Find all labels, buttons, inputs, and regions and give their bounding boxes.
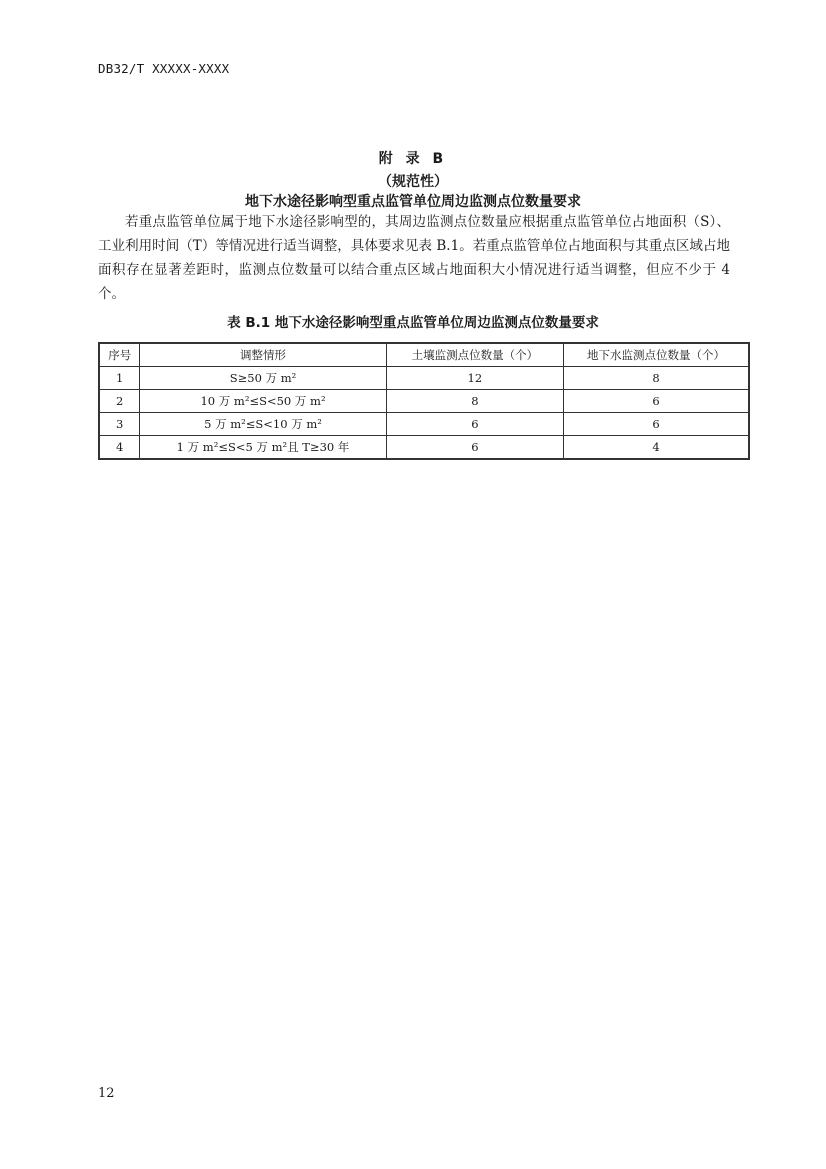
table-caption: 表 B.1 地下水途径影响型重点监管单位周边监测点位数量要求 — [227, 315, 599, 331]
header-index: 序号 — [99, 343, 140, 367]
cell-soil-points: 6 — [386, 436, 563, 460]
cell-condition: S≥50 万 m² — [140, 367, 386, 390]
cell-groundwater-points: 4 — [564, 436, 749, 460]
cell-condition: 10 万 m²≤S<50 万 m² — [140, 390, 386, 413]
page-number: 12 — [98, 1086, 115, 1101]
cell-index: 3 — [99, 413, 140, 436]
header-soil-points: 土壤监测点位数量（个） — [386, 343, 563, 367]
table-row — [99, 436, 749, 460]
cell-soil-points: 8 — [386, 390, 563, 413]
cell-condition: 1 万 m²≤S<5 万 m²且 T≥30 年 — [140, 436, 386, 460]
cell-groundwater-points: 6 — [564, 390, 749, 413]
appendix-subject: 地下水途径影响型重点监管单位周边监测点位数量要求 — [245, 194, 581, 210]
appendix-title: 附 录 B — [378, 151, 448, 167]
header-groundwater-points: 地下水监测点位数量（个） — [564, 343, 749, 367]
cell-condition: 5 万 m²≤S<10 万 m² — [140, 413, 386, 436]
table-row — [99, 390, 749, 413]
cell-soil-points: 6 — [386, 413, 563, 436]
cell-groundwater-points: 6 — [564, 413, 749, 436]
table-header-row — [99, 343, 749, 367]
cell-index: 1 — [99, 367, 140, 390]
standard-code: DB32/T XXXXX-XXXX — [98, 61, 230, 76]
table-row — [99, 367, 749, 390]
body-paragraph: 若重点监管单位属于地下水途径影响型的，其周边监测点位数量应根据重点监管单位占地面积（S）、工业利用时间（T）等情况进行适当调整，具体要求见表 B.1。若重点监管单位占地面积与其重点区域占地面积存在显著差距时，监测点位数量可以结合重点区域占地面积大小情况进行适当调整，但应不少于 4 个。 — [98, 214, 730, 302]
cell-index: 2 — [99, 390, 140, 413]
appendix-nature: （规范性） — [378, 174, 448, 190]
header-condition: 调整情形 — [140, 343, 386, 367]
cell-groundwater-points: 8 — [564, 367, 749, 390]
requirements-table — [98, 342, 750, 460]
cell-index: 4 — [99, 436, 140, 460]
cell-soil-points: 12 — [386, 367, 563, 390]
table-row — [99, 413, 749, 436]
